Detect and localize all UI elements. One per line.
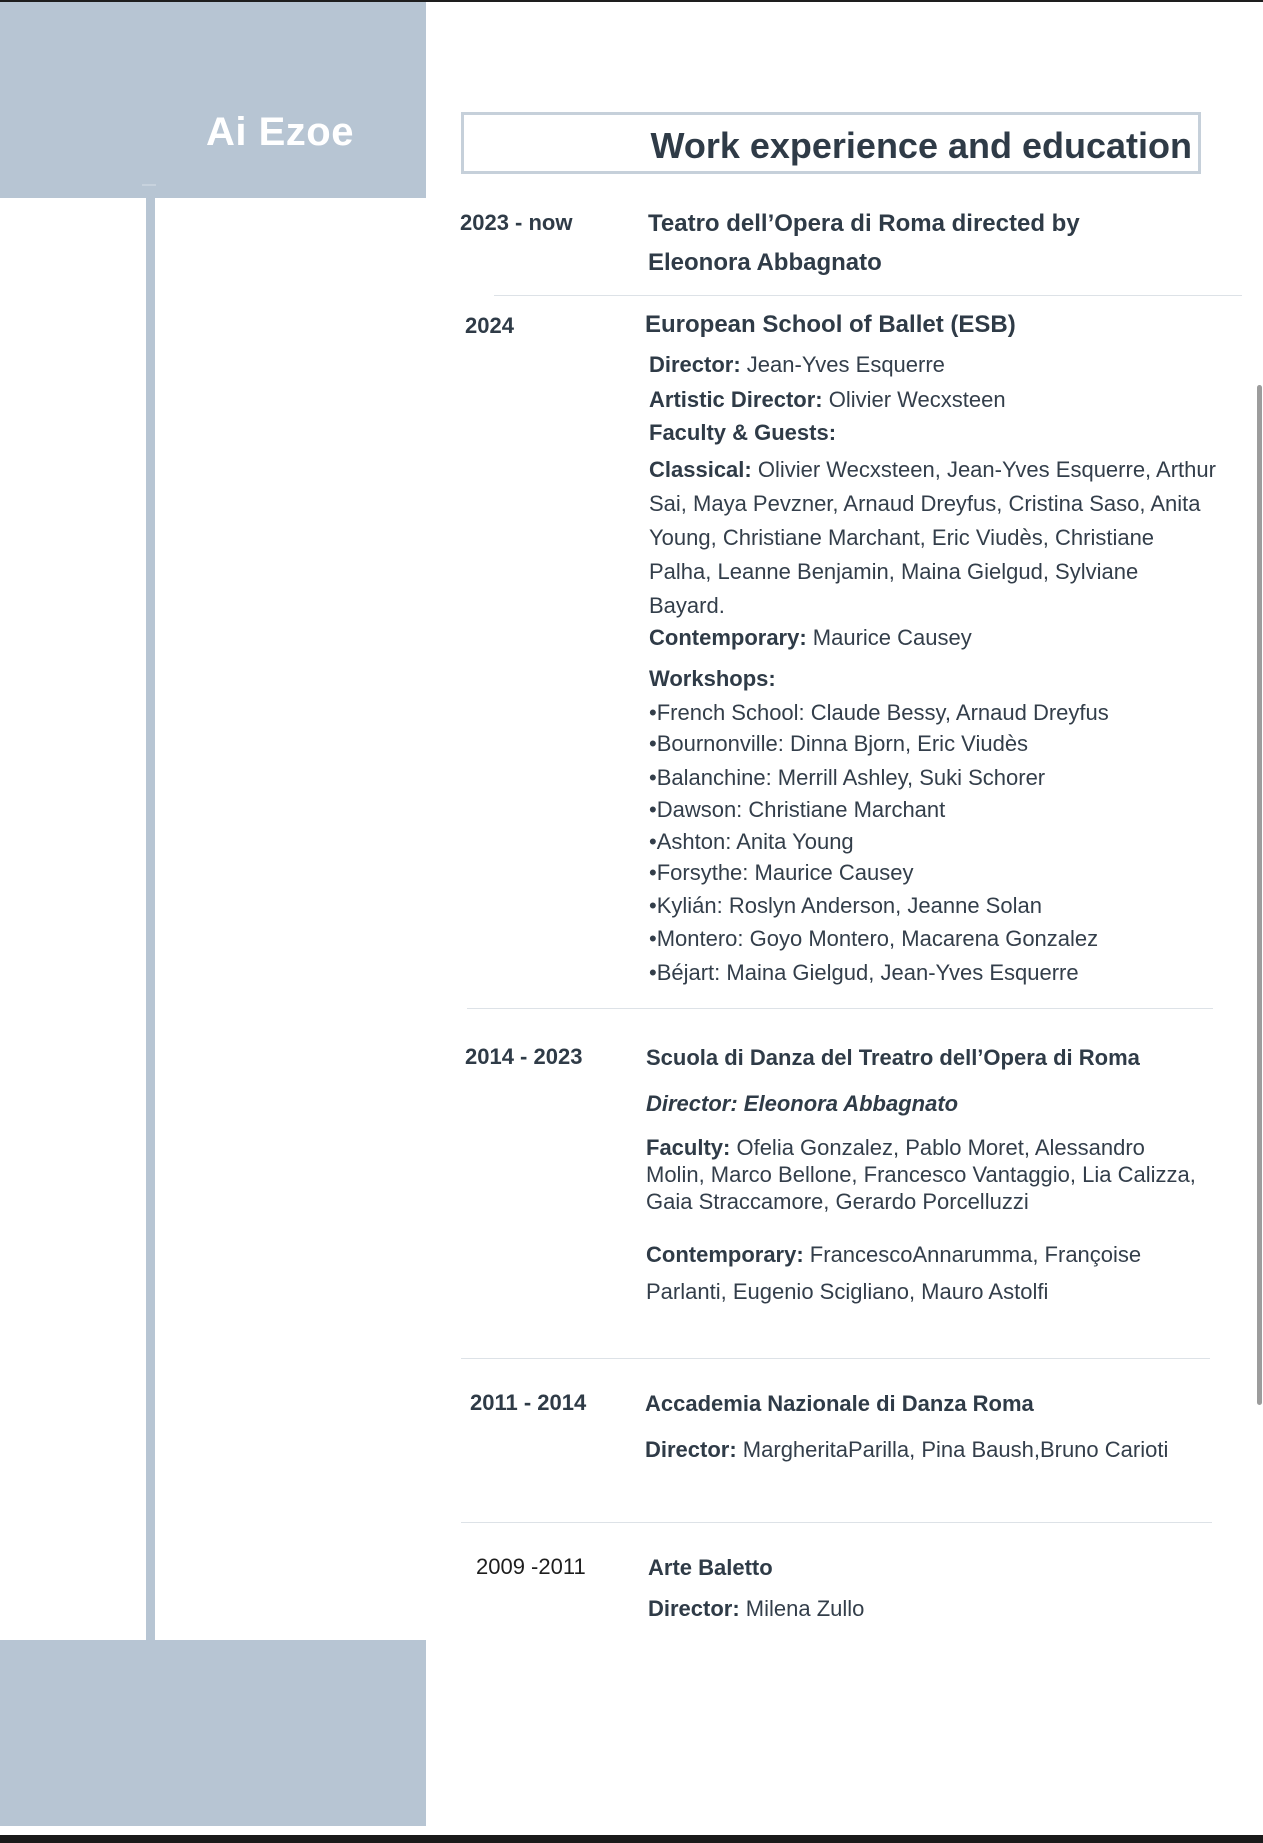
- workshop-item: •Ashton: Anita Young: [649, 829, 854, 854]
- workshop-item: •Forsythe: Maurice Causey: [649, 860, 914, 885]
- classical-value: Olivier Wecxsteen, Jean-Yves Esquerre, Arthur Sai, Maya Pevzner, Arnaud Dreyfus, Cristina Saso, Anita Young, Christiane Marchant, Eric Viudès, Christiane Palha, Leanne Benjamin, Maina Gielgud, Sylviane Bayard.: [649, 457, 1216, 618]
- section-heading-box: [461, 112, 1201, 174]
- artistic-director-line: [649, 387, 1006, 413]
- vertical-scrollbar[interactable]: [1257, 385, 1262, 1405]
- director-value: Milena Zullo: [739, 1596, 865, 1621]
- entry-dates: 2024: [465, 313, 514, 338]
- director-label: Director:: [648, 1596, 740, 1621]
- contemporary-value: FrancescoAnnarumma, Françoise Parlanti, Eugenio Scigliano, Mauro Astolfi: [646, 1242, 1142, 1304]
- classical-label: Classical:: [649, 457, 752, 482]
- entry-title: Scuola di Danza del Treatro dell’Opera di Roma: [646, 1045, 1140, 1070]
- artistic-director-label: Artistic Director:: [649, 387, 823, 412]
- workshops-label: Workshops:: [649, 666, 776, 691]
- faculty-paragraph: [646, 1134, 1206, 1215]
- director-label: Director:: [649, 352, 741, 377]
- contemporary-label: Contemporary:: [646, 1242, 804, 1267]
- workshop-item: •Dawson: Christiane Marchant: [649, 797, 946, 822]
- entry-divider: [461, 1522, 1212, 1523]
- bottom-border: [0, 1835, 1263, 1843]
- contemporary-value: Maurice Causey: [806, 625, 972, 650]
- timeline-tick-top: [142, 184, 156, 186]
- workshop-item: •French School: Claude Bessy, Arnaud Dreyfus: [649, 700, 1109, 725]
- entry-title: European School of Ballet (ESB): [645, 311, 1016, 338]
- director-line: [649, 352, 945, 378]
- workshop-item: •Kylián: Roslyn Anderson, Jeanne Solan: [649, 893, 1042, 918]
- entry-divider: [494, 295, 1242, 296]
- entry-dates: 2014 - 2023: [465, 1044, 583, 1069]
- director-line: [648, 1596, 864, 1622]
- entry-dates: 2023 - now: [460, 210, 573, 235]
- entry-title: Teatro dell’Opera di Roma directed by Eleonora Abbagnato: [648, 210, 1080, 276]
- faculty-guests-heading: [649, 420, 836, 446]
- artistic-director-value: Olivier Wecxsteen: [822, 387, 1006, 412]
- faculty-guests-label: Faculty & Guests:: [649, 420, 837, 445]
- contemporary-line: [649, 625, 972, 651]
- entry-dates: 2009 -2011: [476, 1554, 586, 1579]
- director-paragraph: [645, 1435, 1205, 1464]
- candidate-name: Ai Ezoe: [206, 110, 354, 154]
- entry-dates: 2011 - 2014: [470, 1390, 587, 1415]
- entry-divider: [467, 1008, 1213, 1009]
- workshops-heading: [649, 666, 776, 692]
- entry-title: Accademia Nazionale di Danza Roma: [645, 1391, 1034, 1416]
- director-line: Director: Eleonora Abbagnato: [646, 1091, 959, 1116]
- timeline-line: [146, 198, 155, 1640]
- section-title: Work experience and education: [650, 125, 1192, 166]
- workshop-item: •Bournonville: Dinna Bjorn, Eric Viudès: [649, 731, 1029, 756]
- faculty-label: Faculty:: [646, 1135, 731, 1160]
- contemporary-label: Contemporary:: [649, 625, 807, 650]
- contemporary-paragraph: [646, 1236, 1206, 1310]
- entry-title: Arte Baletto: [648, 1555, 773, 1580]
- director-label: Director:: [645, 1437, 737, 1462]
- sidebar-footer-block: [0, 1640, 426, 1826]
- workshop-item: •Montero: Goyo Montero, Macarena Gonzalez: [649, 926, 1099, 951]
- sidebar-header-block: [0, 2, 426, 198]
- classical-paragraph: [649, 453, 1219, 623]
- faculty-value: Ofelia Gonzalez, Pablo Moret, Alessandro Molin, Marco Bellone, Francesco Vantaggio, Lia Calizza, Gaia Straccamore, Gerardo Porcelluzzi: [646, 1135, 1196, 1214]
- entry-divider: [461, 1358, 1210, 1359]
- workshop-item: •Balanchine: Merrill Ashley, Suki Schorer: [649, 765, 1046, 790]
- director-value: Jean-Yves Esquerre: [740, 352, 945, 377]
- workshop-item: •Béjart: Maina Gielgud, Jean-Yves Esquerre: [649, 960, 1079, 985]
- director-value: MargheritaParilla, Pina Baush,Bruno Carioti: [736, 1437, 1169, 1462]
